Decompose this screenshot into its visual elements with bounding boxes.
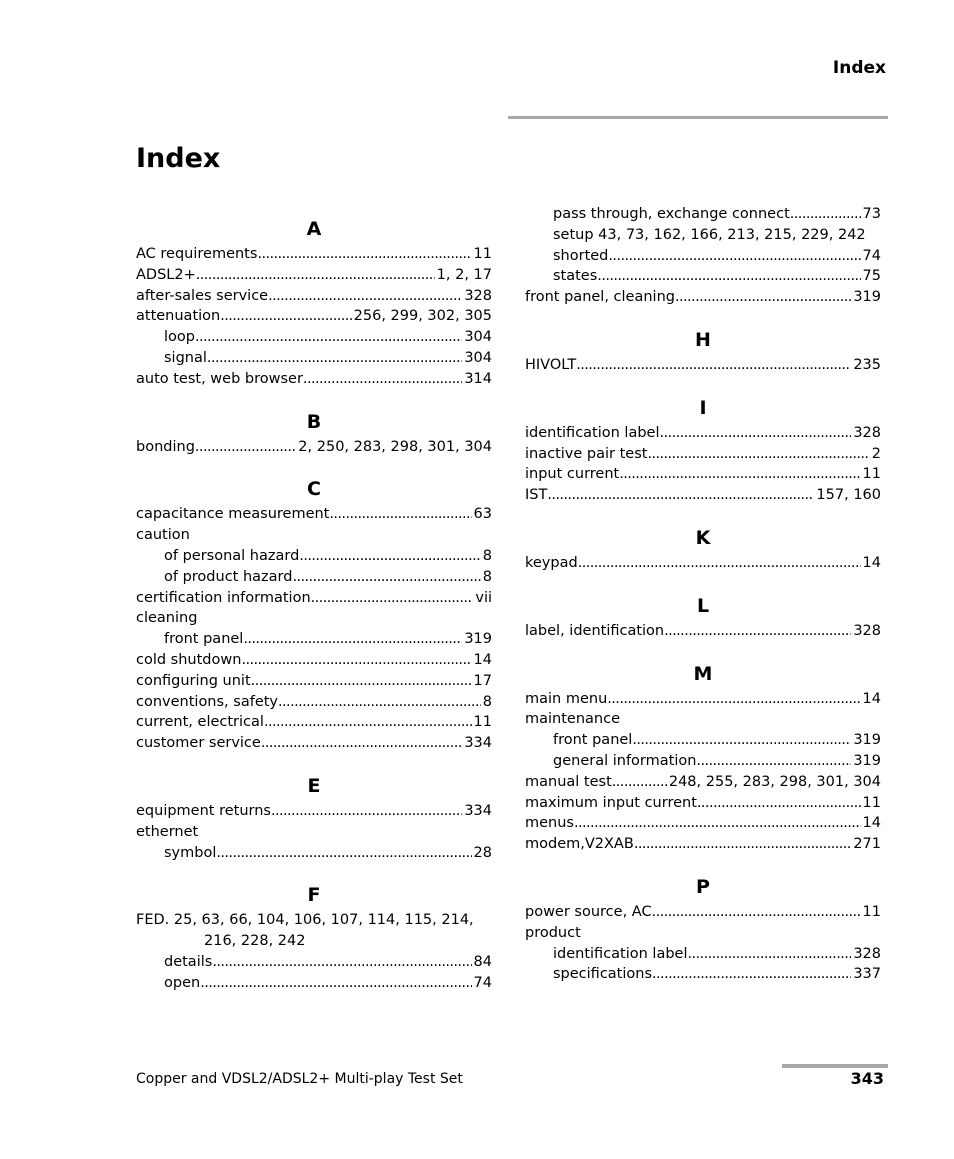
entry-pages: 17 [473,672,492,689]
entry-term: front panel [164,631,244,648]
entry-term: keypad [525,554,578,571]
index-subentry [136,629,492,650]
index-entry [136,525,492,546]
dot-leader [264,712,472,733]
entry-term: pass through, exchange connect [553,206,790,222]
index-entry [136,244,492,265]
entry-pages: 319 [853,752,881,769]
dot-leader [243,629,462,650]
dot-leader [303,369,462,390]
section-letter: B [306,410,322,433]
index-entry [136,369,492,390]
dot-leader [207,348,462,369]
entry-term: open [164,974,201,991]
entry-pages: 8 [482,693,492,710]
entry-pages: 304 [464,329,492,346]
dot-leader [251,671,472,692]
index-entry [525,834,881,855]
entry-term: identification label [553,945,688,962]
index-entry [525,553,881,574]
dot-leader [696,751,851,772]
entry-term: certification information [136,589,311,606]
dot-leader [574,813,861,834]
entry-pages: 11 [473,246,492,262]
entry-pages: 14 [862,690,881,707]
index-entry [525,464,881,485]
entry-pages: 73 [862,206,881,222]
entry-term: IST [525,487,548,504]
index-entry [525,689,881,710]
dot-leader [632,730,851,751]
entry-term: auto test, web browser [136,370,303,387]
entry-pages: 304 [464,349,492,366]
index-entry [136,437,492,458]
index-entry [136,822,492,843]
dot-leader [311,588,474,609]
entry-continuation: 216, 228, 242 [204,933,306,950]
entry-term: front panel [553,732,633,749]
entry-pages: 2, 250, 283, 298, 301, 304 [298,438,492,455]
index-entry [525,902,881,923]
entry-term: AC requirements [136,246,258,262]
index-subentry [136,327,492,348]
index-subentry [136,952,492,973]
index-entry [525,772,881,793]
header-rule [508,116,888,119]
dot-leader [292,567,480,588]
dot-leader [261,733,462,754]
entry-term: label, identification [525,622,665,639]
footer-rule [782,1064,888,1068]
section-letter: A [306,218,322,240]
index-subentry [136,567,492,588]
entry-pages: 2 [871,445,881,462]
dot-leader [576,355,851,376]
index-subentry [525,751,881,772]
index-column-left [136,214,492,994]
entry-term: product [525,924,581,941]
index-entry [136,265,492,286]
entry-term: menus [525,815,574,832]
dot-leader [675,287,851,308]
entry-pages: 157, 160 [816,487,881,504]
entry-term: configuring unit [136,672,251,689]
section-letter: I [699,396,707,419]
entry-pages: 256, 299, 302, 305 [353,308,492,325]
dot-leader [216,843,471,864]
section-letter: K [695,526,711,549]
entry-pages: 11 [473,714,492,731]
entry-term: maximum input current [525,794,697,811]
entry-term: manual test [525,773,612,790]
entry-term: modem,V2XAB [525,836,634,853]
group-spacer [136,863,492,880]
index-entry [525,709,881,730]
dot-leader [195,437,296,458]
entry-pages: 328 [853,622,881,639]
entry-term: ethernet [136,823,199,840]
index-entry [525,923,881,944]
entry-pages: 328 [464,287,492,304]
group-spacer [525,376,881,393]
entry-pages: 74 [862,247,881,264]
entry-pages: 11 [862,794,881,811]
section-letter: F [307,884,321,907]
index-subentry [525,964,881,985]
index-column-right [525,204,881,985]
footer-product-name: Copper and VDSL2/ADSL2+ Multi-play Test Set [136,1071,463,1087]
index-entry [136,671,492,692]
index-entry [136,910,492,931]
dot-leader [634,834,852,855]
entry-term: power source, AC [525,903,652,920]
entry-pages: 271 [853,836,881,853]
entry-pages: 328 [853,945,881,962]
entry-term: of product hazard [164,568,293,585]
entry-term: attenuation [136,308,221,325]
index-entry [136,712,492,733]
index-subentry [525,204,881,225]
page-title: Index [136,143,221,174]
dot-leader [299,546,480,567]
index-entry [525,423,881,444]
entry-term: inactive pair test [525,445,648,462]
index-entry [525,813,881,834]
entry-term: caution [136,527,190,544]
index-entry [136,588,492,609]
dot-leader [257,244,471,265]
entry-pages: 8 [482,568,492,585]
entry-term: customer service [136,735,261,752]
index-entry [525,355,881,376]
group-spacer [136,390,492,407]
dot-leader [196,265,435,286]
entry-pages: 84 [473,953,492,970]
entry-term: general information [553,752,697,769]
index-entry [136,306,492,327]
entry-term: ADSL2+ [136,266,196,283]
entry-pages: 337 [853,966,881,983]
index-subentry [136,973,492,994]
dot-leader [607,689,860,710]
entry-term: current, electrical [136,714,264,731]
entry-pages: 75 [862,268,881,285]
dot-leader [664,621,851,642]
entry-pages: 235 [853,356,881,373]
dot-leader [547,485,814,506]
running-header-title: Index [832,58,886,78]
entry-term: capacitance measurement [136,506,330,523]
entry-pages: 14 [473,651,492,668]
entry-pages: 74 [473,974,492,991]
group-spacer [136,754,492,771]
entry-term: symbol [164,844,217,861]
dot-leader [652,964,851,985]
entry-pages: 8 [482,547,492,564]
entry-term: signal [164,349,207,366]
dot-leader [220,306,351,327]
section-letter: E [307,774,321,797]
dot-leader [597,266,860,287]
dot-leader [195,327,462,348]
entry-term: states [553,268,598,285]
dot-leader [790,204,861,225]
entry-pages: 334 [464,735,492,752]
index-entry [136,733,492,754]
entry-term: cleaning [136,610,198,627]
dot-leader [612,772,667,793]
entry-term: equipment returns [136,802,271,819]
entry-pages: 28 [473,844,492,861]
dot-leader [200,973,471,994]
group-spacer [525,642,881,659]
entry-term: front panel, cleaning [525,289,675,306]
entry-term: after-sales service [136,287,269,304]
entry-term: cold shutdown [136,651,242,668]
index-subentry [136,546,492,567]
entry-term: of personal hazard [164,547,300,564]
index-entry [525,444,881,465]
index-entry [136,650,492,671]
index-entry [525,485,881,506]
group-spacer [525,855,881,872]
dot-leader [608,246,860,267]
index-subentry [525,266,881,287]
dot-leader [697,793,861,814]
dot-leader [647,444,869,465]
index-subentry [136,843,492,864]
entry-pages: 1, 2, 17 [436,266,492,283]
group-spacer [525,506,881,523]
dot-leader [278,692,481,713]
dot-leader [660,423,852,444]
entry-term: conventions, safety [136,693,279,710]
index-entry [525,621,881,642]
entry-pages: 334 [464,802,492,819]
index-entry [136,504,492,525]
dot-leader [241,650,471,671]
page-number: 343 [850,1069,884,1088]
entry-pages: 248, 255, 283, 298, 301, 304 [668,773,881,790]
index-subentry [525,944,881,965]
entry-pages: 319 [853,289,881,306]
group-spacer [136,457,492,474]
entry-pages: 319 [853,732,881,749]
dot-leader [271,801,462,822]
entry-pages: vii [475,589,492,606]
entry-term: HIVOLT [525,356,577,373]
index-subentry [525,225,881,246]
group-spacer [525,574,881,591]
dot-leader [212,952,471,973]
entry-pages: 319 [464,631,492,648]
entry-term: specifications [553,966,653,983]
index-entry [525,287,881,308]
section-letter: L [696,594,710,617]
dot-leader [652,902,861,923]
group-spacer [525,308,881,325]
entry-term: setup 43, 73, 162, 166, 213, 215, 229, 242 [553,226,866,243]
dot-leader [329,504,471,525]
entry-term: main menu [525,690,608,707]
index-subentry [136,348,492,369]
index-entry [136,692,492,713]
entry-term: input current [525,466,620,483]
entry-pages: 328 [853,424,881,441]
dot-leader [578,553,861,574]
entry-term: identification label [525,424,660,441]
entry-pages: 11 [862,466,881,483]
index-subentry [525,730,881,751]
entry-term: FED. 25, 63, 66, 104, 106, 107, 114, 115, 214, [136,912,474,929]
entry-pages: 11 [862,903,881,920]
index-entry [136,608,492,629]
index-entry [136,801,492,822]
index-subentry [525,246,881,267]
entry-term: maintenance [525,711,620,728]
entry-pages: 14 [862,554,881,571]
dot-leader [619,464,860,485]
entry-term: details [164,953,213,970]
index-entry [525,793,881,814]
entry-pages: 314 [464,370,492,387]
entry-term: shorted [553,247,609,264]
entry-term: bonding [136,438,195,455]
section-letter: H [695,328,711,351]
entry-term: loop [164,329,195,346]
dot-leader [268,286,462,307]
index-entry [136,286,492,307]
entry-pages: 14 [862,815,881,832]
section-letter: P [696,875,710,898]
entry-pages: 63 [473,506,492,523]
dot-leader [688,944,852,965]
section-letter: C [307,478,321,501]
section-letter: M [693,662,713,685]
